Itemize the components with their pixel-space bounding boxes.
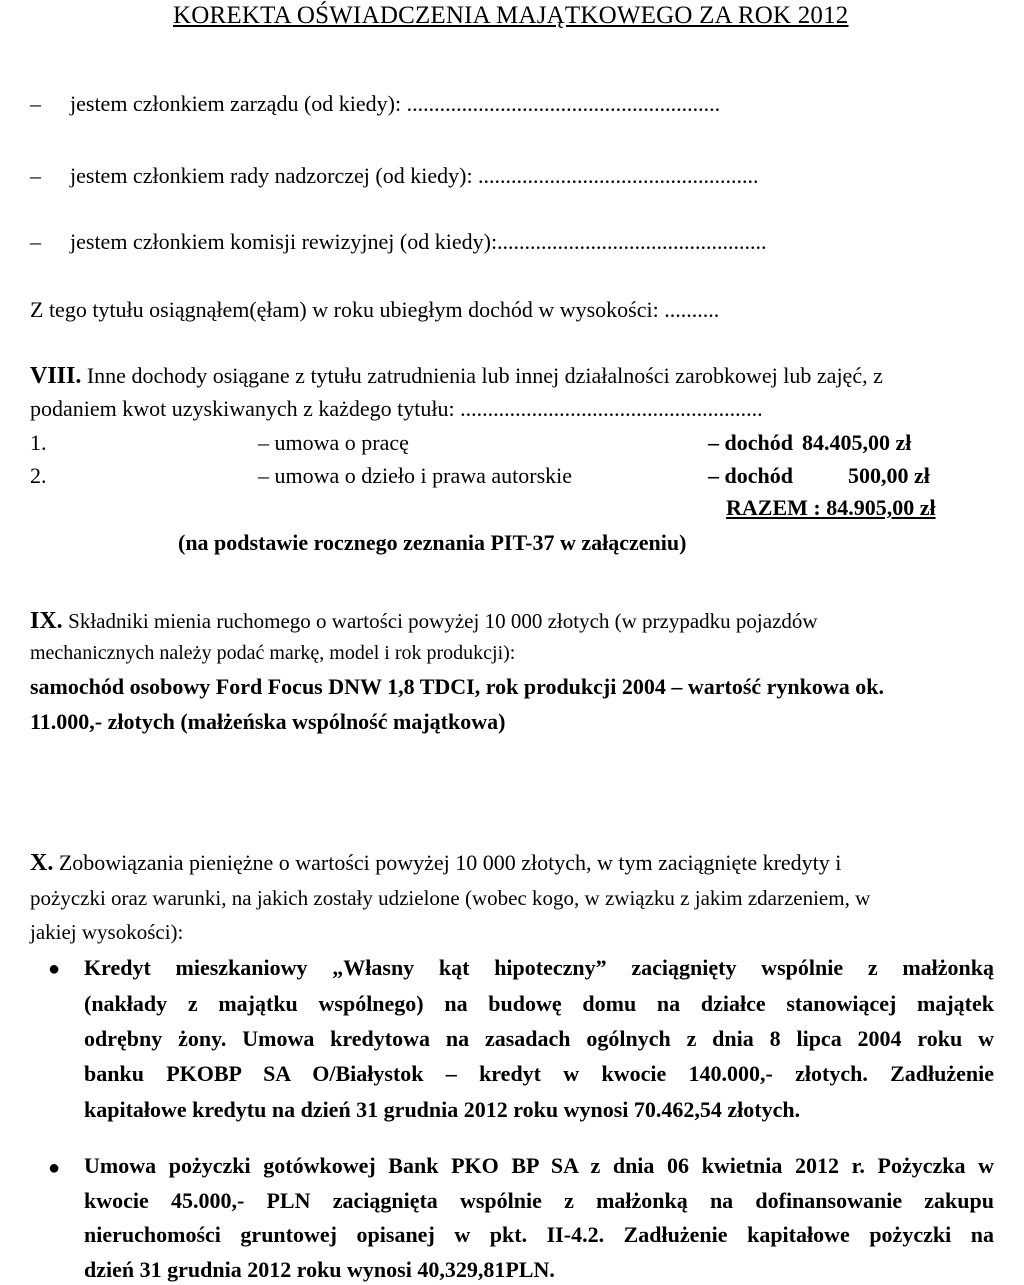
liability-2-line-4: dzień 31 grudnia 2012 roku wynosi 40,329,81PLN. — [84, 1257, 555, 1282]
section-ix-number: IX. — [30, 608, 63, 634]
section-ix-answer-line-1: samochód osobowy Ford Focus DNW 1,8 TDCI, rok produkcji 2004 – wartość rynkowa ok. — [30, 674, 885, 699]
liability-2-line-3: nieruchomości gruntowej opisanej w pkt. II-4.2. Zadłużenie kapitałowe pożyczki na — [84, 1222, 994, 1247]
member-board-line — [30, 91, 720, 117]
income-line: Z tego tytułu osiągnąłem(ęłam) w roku ubiegłym dochód w wysokości: .......... — [30, 297, 720, 322]
bullet-icon: ● — [48, 1157, 61, 1179]
section-x-number: X. — [30, 850, 54, 876]
document-title: KOREKTA OŚWIADCZENIA MAJĄTKOWEGO ZA ROK 2012 — [173, 2, 849, 29]
member-board-text: jestem członkiem zarządu (od kiedy): ......................................................... — [70, 91, 721, 116]
income-row-1-number: 1. — [30, 430, 47, 455]
liability-2-line-1: Umowa pożyczki gotówkowej Bank PKO BP SA z dnia 06 kwietnia 2012 r. Pożyczka w — [84, 1153, 994, 1178]
section-x-intro-line-2: pożyczki oraz warunki, na jakich zostały udzielone (wobec kogo, w związku z jakim zdarzeniem, w — [30, 886, 871, 910]
member-audit-text: jestem członkiem komisji rewizyjnej (od kiedy):................................................. — [70, 229, 767, 254]
liability-1-line-2: (nakłady z majątku wspólnego) na budowę domu na działce stanowiącej majątek — [84, 991, 994, 1016]
income-basis-note: (na podstawie rocznego zeznania PIT-37 w załączeniu) — [178, 530, 687, 555]
section-viii-intro-line-1 — [30, 363, 883, 390]
income-row-2-amount: 500,00 zł — [848, 463, 930, 488]
income-row-1-label: – dochód — [708, 430, 793, 455]
bullet-icon: ● — [48, 958, 61, 980]
liability-1-line-3: odrębny żony. Umowa kredytowa na zasadach ogólnych z dnia 8 lipca 2004 roku w — [84, 1026, 994, 1051]
income-total: RAZEM : 84.905,00 zł — [726, 495, 936, 520]
income-row-2-label: – dochód — [708, 463, 793, 488]
member-audit-line — [30, 229, 767, 255]
liability-1-line-1: Kredyt mieszkaniowy „Własny kąt hipoteczny” zaciągnięty wspólnie z małżonką — [84, 955, 994, 980]
section-ix-intro-text: Składniki mienia ruchomego o wartości powyżej 10 000 złotych (w przypadku pojazdów — [68, 609, 818, 633]
section-x-intro-line-1 — [30, 850, 841, 877]
section-viii-intro-text: Inne dochody osiągane z tytułu zatrudnienia lub innej działalności zarobkowej lub zajęć, z — [86, 363, 883, 388]
liability-1-line-5: kapitałowe kredytu na dzień 31 grudnia 2012 roku wynosi 70.462,54 złotych. — [84, 1097, 801, 1122]
income-row-2-description: – umowa o dzieło i prawa autorskie — [258, 463, 573, 488]
income-row-2-number: 2. — [30, 463, 47, 488]
section-x-intro-text: Zobowiązania pieniężne o wartości powyżej 10 000 złotych, w tym zaciągnięte kredyty i — [58, 850, 842, 875]
section-viii-intro-line-2: podaniem kwot uzyskiwanych z każdego tytułu: ....................................................... — [30, 396, 763, 421]
dash-marker: – — [30, 91, 41, 116]
section-ix-intro-line-2: mechanicznych należy podać markę, model i rok produkcji): — [30, 642, 516, 664]
member-supervisory-line — [30, 163, 759, 189]
income-row-1-amount: 84.405,00 zł — [802, 430, 912, 455]
liability-1-line-4: banku PKOBP SA O/Białystok – kredyt w kwocie 140.000,- złotych. Zadłużenie — [84, 1061, 994, 1086]
section-ix-answer-line-2: 11.000,- złotych (małżeńska wspólność majątkowa) — [30, 709, 506, 734]
dash-marker: – — [30, 163, 41, 188]
member-supervisory-text: jestem członkiem rady nadzorczej (od kiedy): ................................................... — [70, 163, 759, 188]
section-ix-intro-line-1 — [30, 608, 818, 635]
section-viii-number: VIII. — [30, 363, 82, 389]
section-x-intro-line-3: jakiej wysokości): — [30, 920, 184, 944]
income-row-1-description: – umowa o pracę — [258, 430, 409, 455]
dash-marker: – — [30, 229, 41, 254]
liability-2-line-2: kwocie 45.000,- PLN zaciągnięta wspólnie z małżonką na dofinansowanie zakupu — [84, 1188, 994, 1213]
